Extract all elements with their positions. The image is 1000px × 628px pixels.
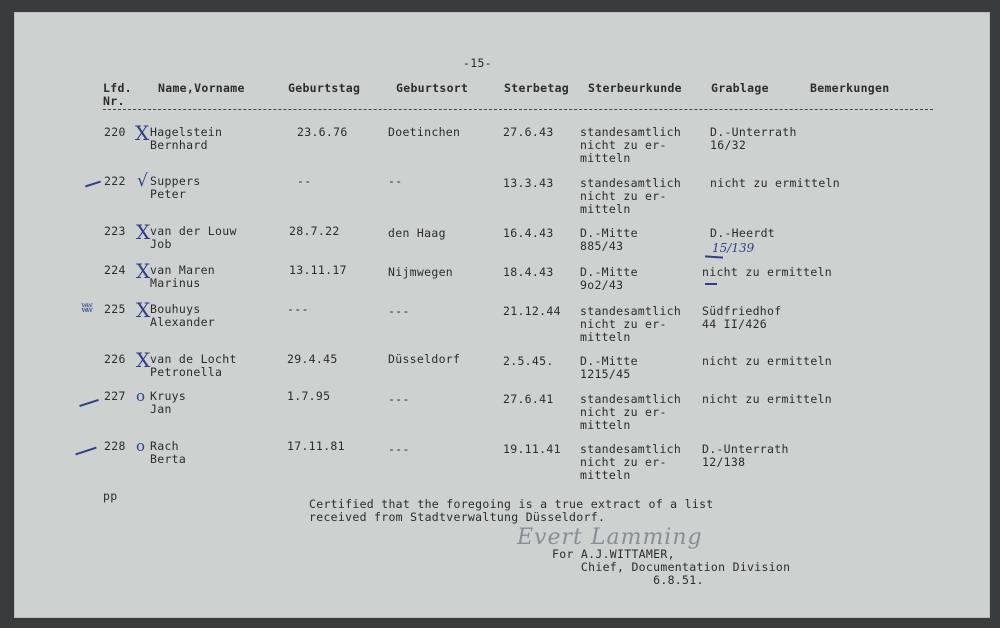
header-geburtsort: Geburtsort	[396, 81, 469, 95]
row-nr: 228	[104, 439, 126, 453]
row-geburtsort: Doetinchen	[388, 125, 461, 139]
row-name: Suppers Peter	[150, 174, 201, 201]
row-name: Kruys Jan	[150, 389, 187, 416]
row-sterbetag: 27.6.43	[503, 125, 554, 139]
row-nr: 223	[104, 224, 126, 238]
document-page	[14, 12, 990, 618]
row-sterbetag: 13.3.43	[503, 176, 554, 190]
row-sterbeurkunde: standesamtlich nicht zu er- mitteln	[580, 304, 682, 344]
row-grablage: D.-Unterrath 12/138	[702, 442, 789, 469]
handwritten-grave-number: 15/139	[712, 241, 755, 255]
row-sterbeurkunde: standesamtlich nicht zu er- mitteln	[580, 176, 682, 216]
underline-mark	[705, 283, 717, 285]
row-sterbetag: 2.5.45.	[503, 354, 554, 368]
row-grablage: nicht zu ermitteln	[702, 354, 833, 368]
row-sterbetag: 27.6.41	[503, 392, 554, 406]
row-geburtsort: Düsseldorf	[388, 352, 461, 366]
margin-tick	[79, 399, 99, 407]
row-name: Rach Berta	[150, 439, 187, 466]
row-geburtsort: ---	[388, 392, 410, 406]
row-grablage: D.-Heerdt	[710, 226, 776, 240]
header-geburtstag: Geburtstag	[288, 81, 361, 95]
row-sterbetag: 16.4.43	[503, 226, 554, 240]
row-nr: 227	[104, 389, 126, 403]
signoff: For A.J.WITTAMER, Chief, Documentation Division 6.8.51.	[552, 547, 791, 587]
row-geburtstag: ---	[287, 302, 309, 316]
row-geburtsort: Nijmwegen	[388, 265, 454, 279]
signature: Evert Lamming	[517, 525, 703, 550]
row-nr: 224	[104, 263, 126, 277]
check-mark: X	[136, 220, 151, 244]
check-mark: √	[137, 171, 148, 191]
row-sterbeurkunde: standesamtlich nicht zu er- mitteln	[580, 125, 682, 165]
page-number: -15-	[463, 56, 492, 70]
margin-tick	[85, 181, 101, 188]
row-sterbetag: 18.4.43	[503, 265, 554, 279]
header-sterbetag: Sterbetag	[504, 81, 570, 95]
row-nr: 222	[104, 174, 126, 188]
row-name: van der Louw Job	[150, 224, 237, 251]
underline-mark	[705, 255, 723, 258]
check-mark: X	[136, 259, 151, 283]
row-sterbeurkunde: standesamtlich nicht zu er- mitteln	[580, 442, 682, 482]
initials: pp	[103, 489, 118, 503]
circle-mark: o	[136, 437, 146, 455]
row-grablage: nicht zu ermitteln	[710, 176, 841, 190]
row-sterbetag: 21.12.44	[503, 304, 561, 318]
row-nr: 226	[104, 352, 126, 366]
certification-text: Certified that the foregoing is a true extract of a list received from Stadtverwaltung Düsseldorf.	[309, 497, 714, 524]
row-name: van Maren Marinus	[150, 263, 216, 290]
row-geburtstag: 1.7.95	[287, 389, 331, 403]
row-sterbeurkunde: standesamtlich nicht zu er- mitteln	[580, 392, 682, 432]
row-geburtstag: 23.6.76	[297, 125, 348, 139]
check-mark: X	[135, 121, 150, 145]
check-mark: X	[136, 298, 151, 322]
row-geburtstag: 13.11.17	[289, 263, 347, 277]
row-geburtstag: 17.11.81	[287, 439, 345, 453]
header-name: Name,Vorname	[158, 81, 245, 95]
row-name: Bouhuys Alexander	[150, 302, 216, 329]
row-sterbeurkunde: D.-Mitte 9o2/43	[580, 265, 638, 292]
margin-tick	[75, 447, 97, 456]
header-sterbeurkunde: Sterbeurkunde	[588, 81, 682, 95]
row-grablage: nicht zu ermitteln	[702, 265, 833, 279]
row-geburtsort: den Haag	[388, 226, 446, 240]
header-bemerkungen: Bemerkungen	[810, 81, 890, 95]
row-grablage: D.-Unterrath 16/32	[710, 125, 797, 152]
header-lfd-nr: Lfd. Nr.	[103, 81, 132, 108]
row-geburtsort: --	[388, 174, 403, 188]
row-sterbeurkunde: D.-Mitte 1215/45	[580, 354, 638, 381]
row-geburtsort: ---	[388, 442, 410, 456]
header-divider	[103, 109, 933, 110]
row-grablage: nicht zu ermitteln	[702, 392, 833, 406]
row-geburtstag: 28.7.22	[289, 224, 340, 238]
row-sterbeurkunde: D.-Mitte 885/43	[580, 226, 638, 253]
row-geburtstag: --	[297, 174, 312, 188]
row-name: Hagelstein Bernhard	[150, 125, 223, 152]
row-sterbetag: 19.11.41	[503, 442, 561, 456]
row-geburtstag: 29.4.45	[287, 352, 338, 366]
row-grablage: Südfriedhof 44 II/426	[702, 304, 782, 331]
margin-scribble: ʬʬ	[81, 301, 91, 316]
circle-mark: o	[136, 387, 146, 405]
row-nr: 220	[104, 125, 126, 139]
row-nr: 225	[104, 302, 126, 316]
row-name: van de Locht Petronella	[150, 352, 237, 379]
row-geburtsort: ---	[388, 304, 410, 318]
header-grablage: Grablage	[711, 81, 769, 95]
check-mark: X	[136, 348, 151, 372]
